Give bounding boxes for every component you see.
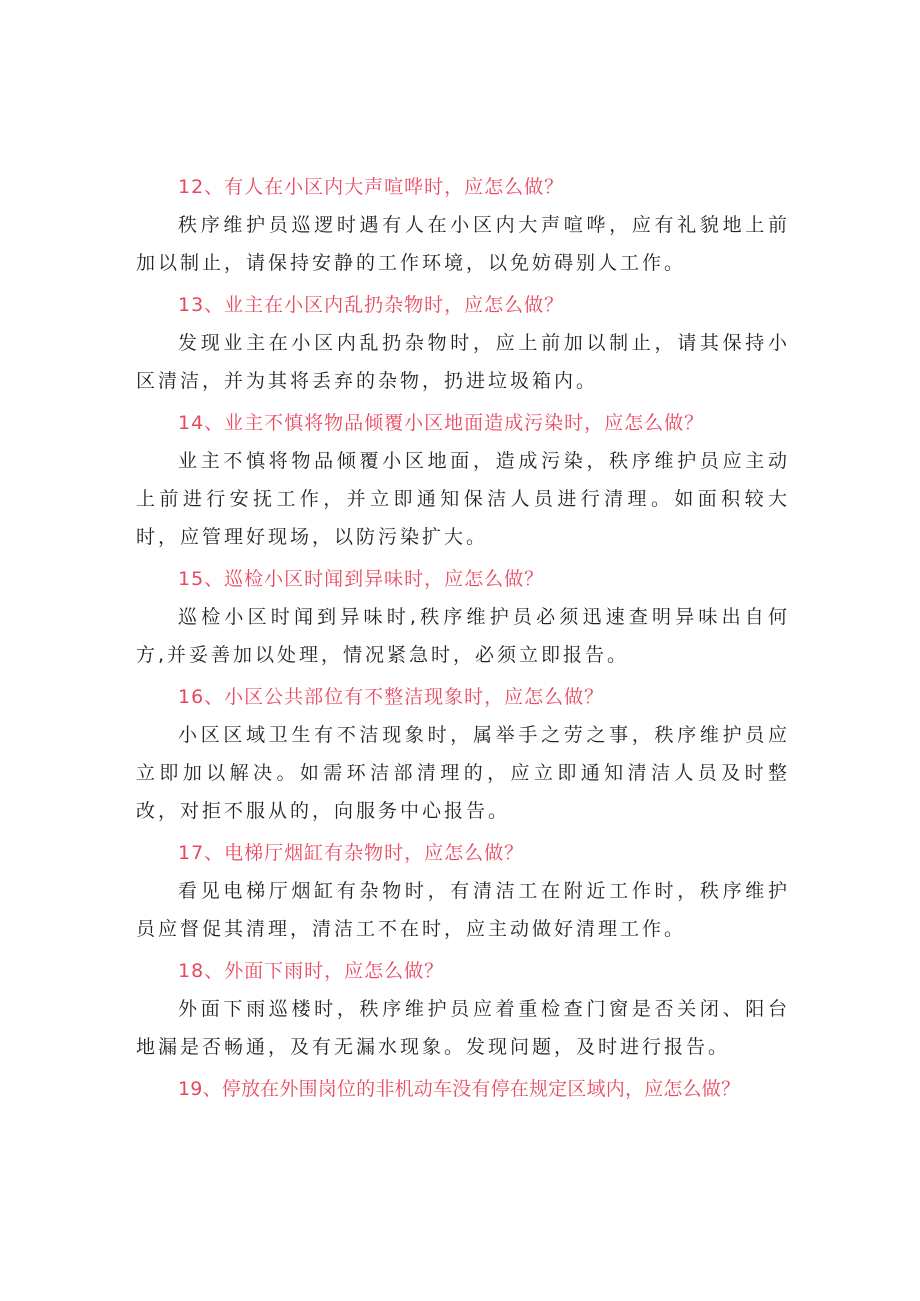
question-15: 15、巡检小区时闻到异味时，应怎么做？ [178, 568, 545, 590]
answer-13: 发现业主在小区内乱扔杂物时，应上前加以制止，请其保持小区清洁，并为其将丢弃的杂物，扔进垃圾箱内。 [136, 332, 790, 392]
answer-12: 秩序维护员巡逻时遇有人在小区内大声喧哗，应有礼貌地上前加以制止，请保持安静的工作环境，以免妨碍别人工作。 [136, 214, 790, 274]
question-14: 14、业主不慎将物品倾覆小区地面造成污染时，应怎么做？ [178, 412, 705, 434]
answer-18: 外面下雨巡楼时，秩序维护员应着重检查门窗是否关闭、阳台地漏是否畅通，及有无漏水现象。发现问题，及时进行报告。 [136, 998, 790, 1058]
question-19: 19、停放在外围岗位的非机动车没有停在规定区域内，应怎么做？ [178, 1078, 741, 1100]
question-18: 18、外面下雨时，应怎么做？ [178, 960, 445, 982]
answer-17: 看见电梯厅烟缸有杂物时，有清洁工在附近工作时，秩序维护员应督促其清理，清洁工不在时，应主动做好清理工作。 [136, 880, 790, 940]
question-16: 16、小区公共部位有不整洁现象时，应怎么做？ [178, 686, 605, 708]
question-13: 13、业主在小区内乱扔杂物时，应怎么做？ [178, 294, 565, 316]
question-12: 12、有人在小区内大声喧哗时，应怎么做？ [178, 176, 565, 198]
answer-16: 小区区域卫生有不洁现象时，属举手之劳之事，秩序维护员应立即加以解决。如需环洁部清理的，应立即通知清洁人员及时整改，对拒不服从的，向服务中心报告。 [136, 724, 790, 822]
answer-15: 巡检小区时闻到异味时,秩序维护员必须迅速查明异味出自何方,并妥善加以处理，情况紧急时，必须立即报告。 [136, 606, 790, 666]
question-17: 17、电梯厅烟缸有杂物时，应怎么做？ [178, 842, 525, 864]
answer-14: 业主不慎将物品倾覆小区地面，造成污染，秩序维护员应主动上前进行安抚工作，并立即通知保洁人员进行清理。如面积较大时，应管理好现场，以防污染扩大。 [136, 450, 790, 548]
